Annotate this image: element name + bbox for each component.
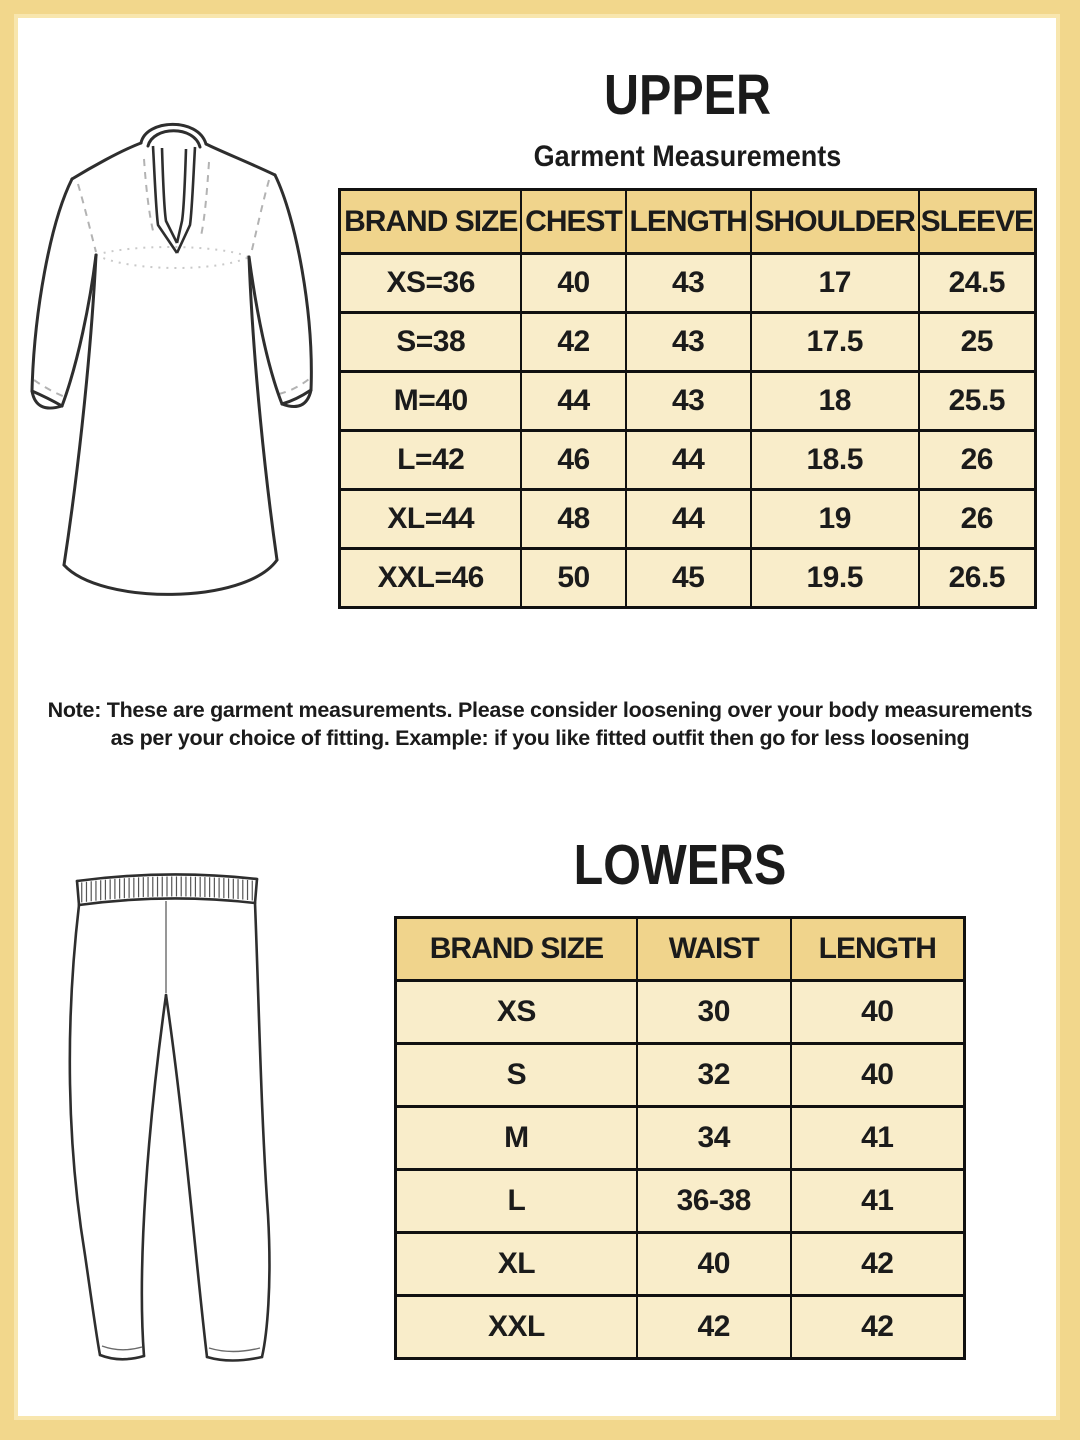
table-cell: 30 xyxy=(637,981,791,1044)
table-cell: XS xyxy=(396,981,637,1044)
table-cell: 17 xyxy=(751,254,919,313)
table-cell: L xyxy=(396,1170,637,1233)
table-cell: 44 xyxy=(626,431,751,490)
lowers-heading-block xyxy=(394,833,966,897)
table-cell: 42 xyxy=(637,1296,791,1359)
table-cell: L=42 xyxy=(340,431,522,490)
column-header: BRAND SIZE xyxy=(340,190,522,254)
table-cell: 42 xyxy=(791,1233,965,1296)
table-cell: 19 xyxy=(751,490,919,549)
table-row xyxy=(340,431,1036,490)
garment-note xyxy=(40,696,1040,752)
table-cell: M=40 xyxy=(340,372,522,431)
table-cell: 43 xyxy=(626,372,751,431)
table-row xyxy=(340,372,1036,431)
column-header: BRAND SIZE xyxy=(396,918,637,981)
table-cell: 40 xyxy=(637,1233,791,1296)
table-row xyxy=(396,1044,965,1107)
table-row xyxy=(340,313,1036,372)
table-cell: XL=44 xyxy=(340,490,522,549)
table-cell: 18 xyxy=(751,372,919,431)
lowers-header-row xyxy=(396,918,965,981)
table-row xyxy=(396,1296,965,1359)
table-cell: M xyxy=(396,1107,637,1170)
table-cell: 50 xyxy=(521,549,625,608)
upper-title: UPPER xyxy=(604,63,771,127)
upper-table-head xyxy=(340,190,1036,254)
table-cell: 44 xyxy=(521,372,625,431)
table-cell: S=38 xyxy=(340,313,522,372)
table-cell: XXL=46 xyxy=(340,549,522,608)
table-cell: 46 xyxy=(521,431,625,490)
table-cell: 41 xyxy=(791,1107,965,1170)
table-cell: XXL xyxy=(396,1296,637,1359)
upper-table-body xyxy=(340,254,1036,608)
column-header: SHOULDER xyxy=(751,190,919,254)
table-cell: 19.5 xyxy=(751,549,919,608)
table-row xyxy=(340,254,1036,313)
lowers-table-body xyxy=(396,981,965,1359)
table-cell: 42 xyxy=(521,313,625,372)
note-line-1: Note: These are garment measurements. Please consider loosening over your body measurements xyxy=(47,698,1033,722)
table-cell: XL xyxy=(396,1233,637,1296)
table-cell: 25.5 xyxy=(919,372,1036,431)
kurta-illustration xyxy=(20,113,330,658)
table-cell: 17.5 xyxy=(751,313,919,372)
table-row xyxy=(396,1233,965,1296)
table-cell: 26 xyxy=(919,490,1036,549)
table-cell: 18.5 xyxy=(751,431,919,490)
leggings-fill xyxy=(70,874,270,1360)
table-cell: 48 xyxy=(521,490,625,549)
table-cell: 26 xyxy=(919,431,1036,490)
table-cell: S xyxy=(396,1044,637,1107)
lowers-title: LOWERS xyxy=(573,833,787,897)
upper-subtitle: Garment Measurements xyxy=(533,139,842,173)
table-cell: 24.5 xyxy=(919,254,1036,313)
leggings-illustration xyxy=(55,865,280,1395)
table-cell: 40 xyxy=(791,981,965,1044)
table-cell: 36-38 xyxy=(637,1170,791,1233)
table-cell: 45 xyxy=(626,549,751,608)
column-header: LENGTH xyxy=(791,918,965,981)
table-row xyxy=(340,549,1036,608)
table-row xyxy=(396,981,965,1044)
table-cell: 42 xyxy=(791,1296,965,1359)
table-cell: 26.5 xyxy=(919,549,1036,608)
table-cell: 25 xyxy=(919,313,1036,372)
table-cell: 41 xyxy=(791,1170,965,1233)
table-row xyxy=(396,1170,965,1233)
note-line-2: as per your choice of fitting. Example: if you like fitted outfit then go for less loosening xyxy=(110,726,970,750)
table-cell: 43 xyxy=(626,313,751,372)
column-header: SLEEVE xyxy=(919,190,1036,254)
table-cell: 32 xyxy=(637,1044,791,1107)
lowers-size-table xyxy=(394,916,966,1360)
table-cell: 34 xyxy=(637,1107,791,1170)
table-cell: 43 xyxy=(626,254,751,313)
column-header: LENGTH xyxy=(626,190,751,254)
table-cell: 44 xyxy=(626,490,751,549)
upper-size-table xyxy=(338,188,1037,609)
upper-heading-block xyxy=(338,63,1037,174)
table-cell: 40 xyxy=(791,1044,965,1107)
table-cell: 40 xyxy=(521,254,625,313)
table-cell: XS=36 xyxy=(340,254,522,313)
column-header: CHEST xyxy=(521,190,625,254)
column-header: WAIST xyxy=(637,918,791,981)
upper-header-row xyxy=(340,190,1036,254)
lowers-table-head xyxy=(396,918,965,981)
table-row xyxy=(396,1107,965,1170)
table-row xyxy=(340,490,1036,549)
